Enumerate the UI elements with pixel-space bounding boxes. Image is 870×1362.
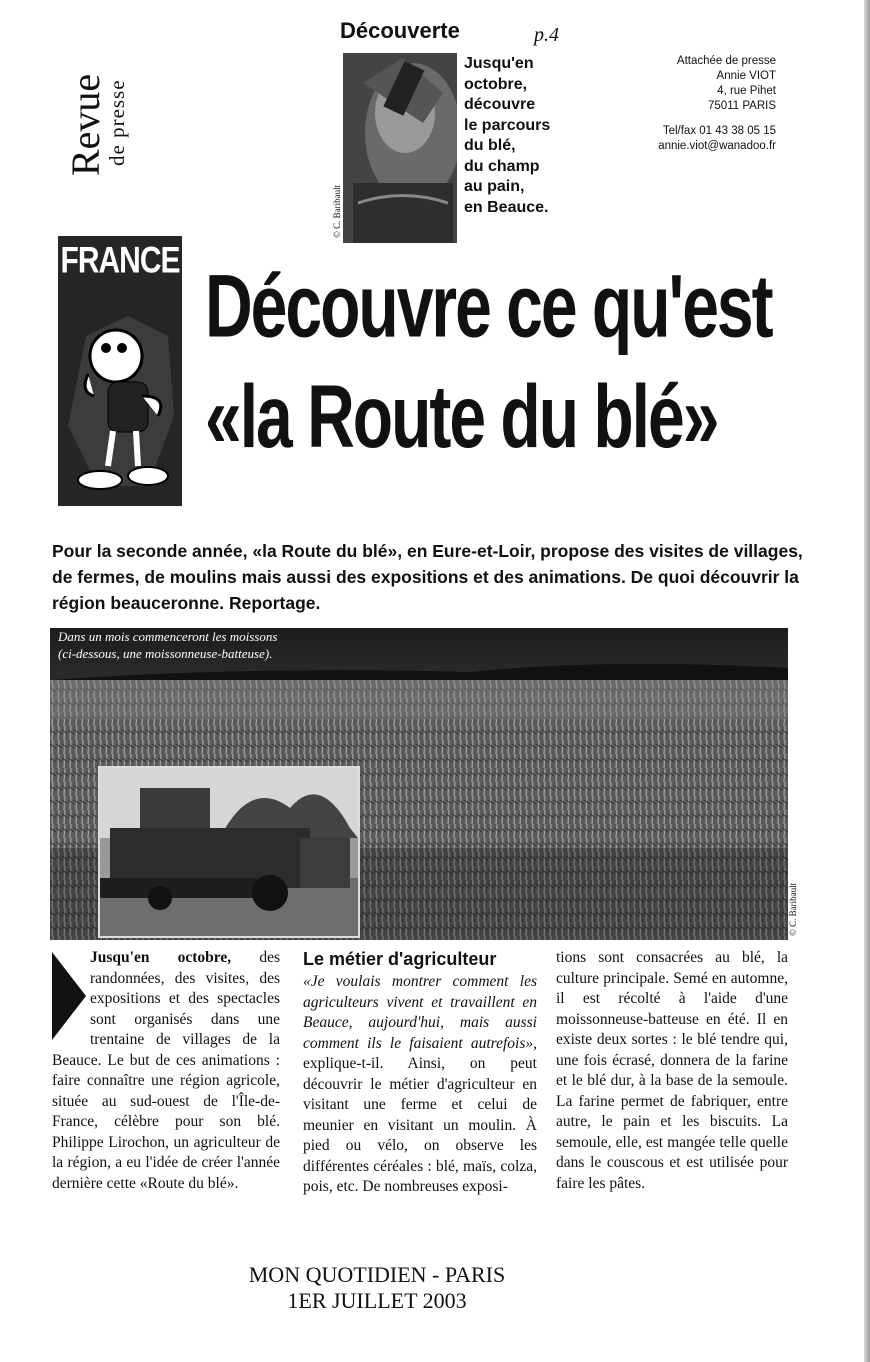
section-title: Découverte [340,18,460,43]
contact-title: Attachée de presse [676,55,776,67]
teaser-line: du champ [464,157,540,175]
photo-caption [58,628,277,662]
teaser-text [464,54,574,218]
play-arrow-icon [52,952,86,1040]
article-col1-text: des randonnées, des visites, des expositions et des spectacles sont organisés dans une trentaine de villages de la Beauce. Le but de ces animations : faire connaître une région agricole, située au sud-ouest de l'Île-de-France, célèbre pour son blé. Philippe Lirochon, un agriculteur de la région, a eu l'idée de créer l'année dernière cette «Route du blé». [52,949,280,1192]
teaser-line: découvre [464,96,536,113]
source-footer [0,1262,754,1314]
mascot-illustration [58,296,182,506]
article-column-3: tions sont consacrées au blé, la culture principale. Semé en automne, il est récolté à l'aide d'une moissonneuse-batteuse en été. Il en existe deux sortes : le blé tendre qui, une fois écrasé, donnera de la farine et le blé dur, à la base de la semoule. La farine permet de fabriquer, entre autre, le pain et les biscuits. La semoule, elle, est mangée telle quelle dans le couscous et est utilisée pour faire les pâtes. [556,949,788,1192]
contact-street: 4, rue Pihet [717,85,776,97]
rubric-label: FRANCE [60,239,180,281]
wheat-bag-photo [343,53,457,243]
article-column-2 [303,948,537,1198]
caption-line-2: (ci-dessous, une moissonneuse-batteuse). [58,646,273,661]
revue-label: Revue [63,73,108,176]
wheat-field-photo [50,628,788,940]
press-contact [640,54,776,154]
teaser-credit-wrap [332,184,385,248]
contact-email: annie.viot@wanadoo.fr [658,140,776,152]
article-lead-in: Jusqu'en octobre, [90,949,232,966]
headline-line-2: «la Route du blé» [205,366,718,466]
headline [205,250,835,471]
article-column-1 [52,948,280,1194]
source-date: 1ER JUILLET 2003 [287,1288,467,1313]
combine-harvester-photo [98,766,360,938]
source-name: MON QUOTIDIEN - PARIS [248,1262,506,1287]
photo-credit-wrap [788,882,841,946]
de-presse-label: de presse [105,79,129,166]
teaser-line: du blé, [464,137,516,154]
france-rubric [58,236,182,506]
article-subhead: Le métier d'agriculteur [303,949,497,969]
page-number: p.4 [534,24,559,46]
contact-name: Annie VIOT [716,70,776,82]
scan-edge [864,0,870,1362]
caption-line-1: Dans un mois commenceront les moissons [58,629,278,644]
contact-city: 75011 PARIS [708,100,776,112]
revue-de-presse-stamp [52,48,142,188]
teaser-line: en Beauce. [464,198,549,216]
article-col2-text: explique-t-il. Ainsi, on peut découvrir le métier d'agriculteur en visitant une ferme et celui de meunier en visitant un moulin. À pied ou vélo, on observe les différentes céréales : blé, maïs, colza, pois, etc. De nombreuses exposi- [303,1055,537,1195]
teaser-photo-credit: © C. Baribault [332,184,342,238]
contact-phone: Tel/fax 01 43 38 05 15 [662,125,776,137]
photo-credit: © C. Baribault [788,882,798,936]
lede-paragraph: Pour la seconde année, «la Route du blé», en Eure-et-Loir, propose des visites de villages, de fermes, de moulins mais aussi des expositions et des animations. De quoi découvrir la région beauceronne. Reportage. [52,541,803,613]
teaser-line: Jusqu'en [464,55,534,72]
farmer-quote: «Je voulais montrer comment les agriculteurs vivent et travaillent en Beauce, aujourd'hui, mais aussi comment ils le faisaient autrefois», [303,973,537,1052]
headline-line-1: Découvre ce qu'est [205,255,772,356]
combine-harvester-image [100,768,358,936]
wheat-bag-image [343,53,457,243]
teaser-line: au pain, [464,178,525,195]
teaser-line: le parcours [464,116,551,134]
teaser-line: octobre, [464,75,528,93]
